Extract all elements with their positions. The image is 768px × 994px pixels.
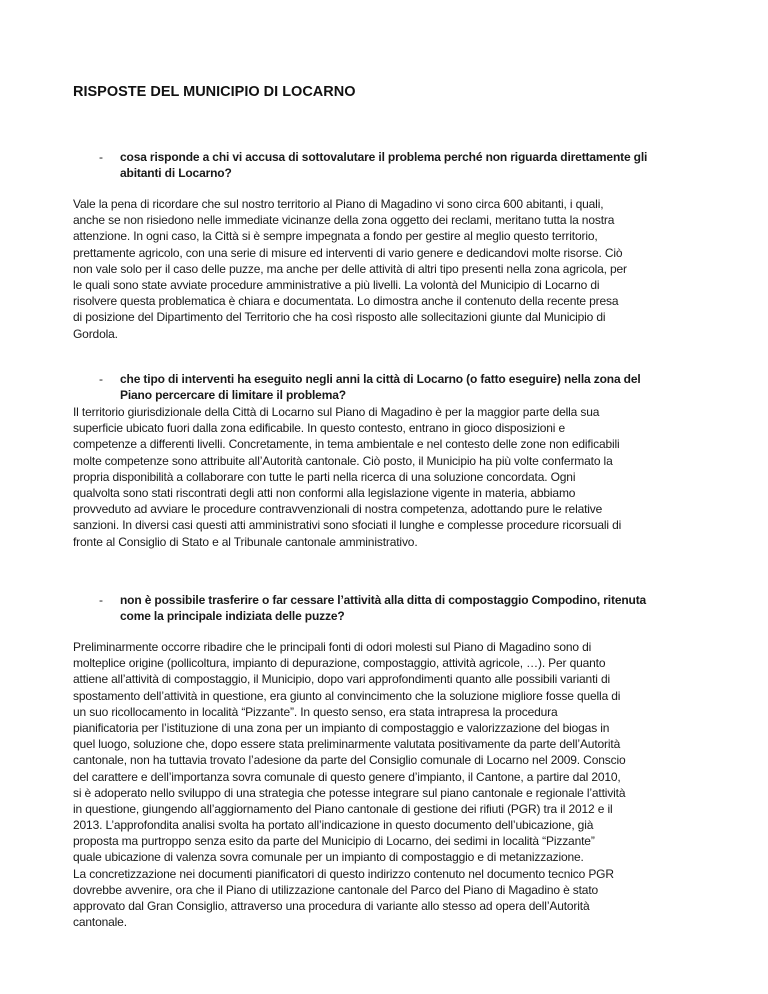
answer-line: provveduto ad avviare le procedure contravvenzionali di nostra competenza, adottando pure le relative (73, 502, 603, 517)
answer-line: proposta ma purtroppo senza esito da parte del Municipio di Locarno, dei sedimi in località “Pizzante” (73, 834, 595, 849)
answer-line: cantonale. (73, 915, 127, 930)
answer-line: competenze a differenti livelli. Concretamente, in tema ambientale e nel contesto delle zone non edificabili (73, 437, 620, 452)
answer-line: 2013. L’approfondita analisi svolta ha portato all’indicazione in questo documento dell’ubicazione, già (73, 818, 594, 833)
question-line: non è possibile trasferire o far cessare l’attività alla ditta di compostaggio Compodino, ritenuta (120, 593, 647, 607)
question-line: che tipo di interventi ha eseguito negli anni la città di Locarno (o fatto eseguire) nella zona del (120, 372, 641, 386)
answer-line: del carattere e dell’importanza sovra comunale di questo genere d’impianto, il Cantone, a partire dal 2010, (73, 769, 621, 784)
question-text (120, 149, 647, 181)
bullet-dash: - (99, 150, 103, 164)
answer-line: molte competenze sono attribuite all’Autorità cantonale. Ciò posto, il Municipio ha più volte confermato la (73, 453, 613, 468)
answer-paragraph-2 (73, 404, 621, 550)
bullet-dash: - (99, 593, 103, 607)
answer-line: quale ubicazione di valenza sovra comunale per un impianto di compostaggio e di metanizzazione. (73, 850, 584, 865)
answer-line: non vale solo per il caso delle puzze, ma anche per delle attività di altri tipo presenti nella zona agricola, per (73, 261, 627, 276)
answer-line: attenzione. In ogni caso, la Città si è sempre impegnata a fondo per gestire al meglio questo territorio, (73, 229, 598, 244)
answer-line: le quali sono state avviate procedure amministrative a più livelli. La volontà del Municipio di Locarno di (73, 277, 600, 292)
answer-line: Preliminarmente occorre ribadire che le principali fonti di odori molesti sul Piano di Magadino sono di (73, 640, 592, 654)
question-line: abitanti di Locarno? (120, 166, 232, 181)
answer-line: dovrebbe avvenire, ora che il Piano di utilizzazione cantonale del Parco del Piano di Magadino è stato (73, 882, 599, 897)
answer-line: superficie ubicato fuori dalla zona edificabile. In questo contesto, entrano in gioco disposizioni e (73, 421, 565, 436)
question-line: Piano percercare di limitare il problema? (120, 388, 346, 403)
answer-paragraph-3 (73, 639, 625, 930)
question-text (120, 592, 646, 624)
question-text (120, 371, 641, 403)
answer-line: sanzioni. In diversi casi questi atti amministrativi sono sfociati il lunghe e complesse procedure ricorsuali di (73, 518, 622, 533)
answer-line: di posizione del Dipartimento del Territorio che ha così risposto alle sollecitazioni giunte dal Municipio di (73, 310, 606, 325)
answer-paragraph-1 (73, 196, 627, 342)
answer-line: anche se non risiedono nelle immediate vicinanze della zona oggetto dei reclami, meritano tutta la nostra (73, 213, 615, 228)
bullet-dash: - (99, 372, 103, 386)
answer-line: Gordola. (73, 326, 118, 341)
answer-line: pianificatoria per l’istituzione di una zona per un impianto di compostaggio e valorizzazione del biogas in (73, 720, 610, 735)
answer-line: qualvolta sono stati riscontrati degli atti non conformi alla legislazione vigente in materia, abbiamo (73, 485, 576, 500)
answer-line: Vale la pena di ricordare che sul nostro territorio al Piano di Magadino vi sono circa 600 abitanti, i quali, (73, 197, 604, 211)
answer-line: attiene all’attività di compostaggio, il Municipio, dopo vari approfondimenti quanto alle possibili varianti di (73, 672, 610, 687)
answer-line: La concretizzazione nei documenti pianificatori di questo indirizzo contenuto nel documento tecnico PGR (73, 866, 614, 881)
answer-line: molteplice origine (pollicoltura, impianto di depurazione, compostaggio, attività agricole, …). Per quanto (73, 656, 606, 671)
page-title: RISPOSTE DEL MUNICIPIO DI LOCARNO (73, 84, 356, 100)
answer-line: propria disponibilità a collaborare con tutte le parti nella ricerca di una soluzione concordata. Ogni (73, 469, 576, 484)
answer-line: quel luogo, soluzione che, dopo essere stata preliminarmente valutata positivamente da parte dell’Autorità (73, 737, 621, 752)
answer-line: un suo ricollocamento in località “Pizzante”. In questo senso, era stata intrapresa la procedura (73, 704, 558, 719)
question-line: come la principale indiziata delle puzze? (120, 609, 345, 624)
answer-line: fronte al Consiglio di Stato e al Tribunale cantonale amministrativo. (73, 534, 418, 549)
answer-line: Il territorio giurisdizionale della Città di Locarno sul Piano di Magadino è per la maggior parte della sua (73, 405, 600, 419)
question-line: cosa risponde a chi vi accusa di sottovalutare il problema perché non riguarda direttamente gli (120, 150, 648, 164)
answer-line: in questione, giungendo all’aggiornamento del Piano cantonale di gestione dei rifiuti (PGR) tra il 2012 e il (73, 801, 613, 816)
answer-line: cantonale, non ha tuttavia trovato l’adesione da parte del Consiglio comunale di Locarno nel 2009. Conscio (73, 753, 626, 768)
answer-line: si è adoperato nello sviluppo di una strategia che potesse integrare sul piano cantonale e regionale l’attività (73, 785, 626, 800)
answer-line: prettamente agricolo, con una serie di misure ed interventi di vario genere e dedicandovi molte risorse. Ciò (73, 245, 623, 260)
answer-line: spostamento dell’attività in questione, era giunto al convincimento che la soluzione migliore fosse quella di (73, 688, 621, 703)
answer-line: risolvere questa problematica è chiara e documentata. Lo dimostra anche il contenuto della recente presa (73, 294, 619, 309)
answer-line: approvato dal Gran Consiglio, attraverso una procedura di variante allo stesso ad opera dell’Autorità (73, 899, 590, 913)
